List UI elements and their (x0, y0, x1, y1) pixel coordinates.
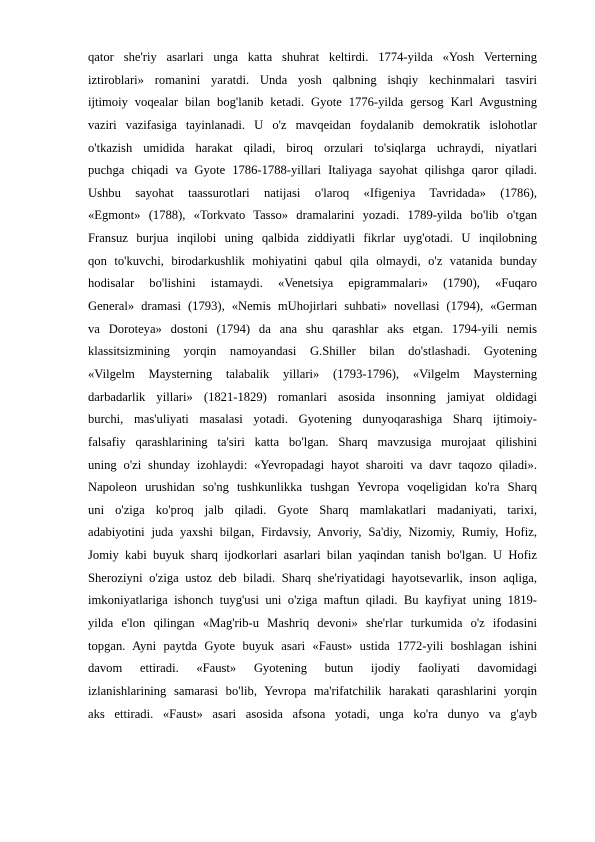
text-line: General» dramasi (1793), «Nemis mUhojirlari suhbati» novellasi (1794), «German (88, 299, 537, 314)
text-line: ijtimoiy voqealar bilan bog'lanib ketadi. Gyote 1776-yilda gersog Karl Avgustning (88, 95, 537, 110)
text-line: izlanishlarining samarasi bo'lib, Yevropa ma'rifatchilik harakati qarashlarini yorqin (88, 683, 537, 698)
text-line: vaziri vazifasiga tayinlanadi. U o'z mavqeidan foydalanib demokratik islohotlar (88, 117, 537, 132)
text-line: qator she'riy asarlari unga katta shuhrat keltirdi. 1774-yilda «Yosh Verterning (88, 50, 537, 64)
text-line: Jomiy kabi buyuk sharq ijodkorlari asarlari bilan yaqindan tanish bo'lgan. U Hofiz (88, 548, 537, 563)
text-line: Napoleon urushidan so'ng tushkunlikka tushgan Yevropa voqeligidan ko'ra Sharq (88, 480, 537, 495)
text-line: Sheroziyni o'ziga ustoz deb biladi. Sharq she'riyatidagi hayotsevarlik, inson aqliga, (88, 570, 537, 585)
text-line: aks ettiradi. «Faust» asari asosida afsona yotadi, unga ko'ra dunyo va g'ayb (88, 706, 537, 721)
text-line: uni o'ziga ko'proq jalb qiladi. Gyote Sharq mamlakatlari madaniyati, tarixi, (88, 502, 537, 517)
text-line: qon to'kuvchi, birodarkushlik mohiyatini qabul qila olmaydi, o'z vatanida bunday (88, 253, 537, 268)
text-line: iztiroblari» romanini yaratdi. Unda yosh qalbning ishqiy kechinmalari tasviri (88, 72, 537, 87)
text-line: «Vilgelm Maysterning talabalik yillari» (1793-1796), «Vilgelm Maysterning (88, 366, 537, 381)
text-line: burchi, mas'uliyati masalasi yotadi. Gyotening dunyoqarashiga Sharq ijtimoiy- (88, 412, 537, 427)
text-line: yilda e'lon qilingan «Mag'rib-u Mashriq devoni» she'rlar turkumida o'z ifodasini (88, 616, 537, 631)
text-line: darbadarlik yillari» (1821-1829) romanlari asosida insonning jamiyat oldidagi (88, 389, 537, 404)
text-line: imkoniyatlariga ishonch tuyg'usi uni o'ziga maftun qiladi. Bu kayfiyat uning 1819- (88, 593, 537, 608)
body-text (88, 46, 537, 725)
text-line: Fransuz burjua inqilobi uning qalbida ziddiyatli fikrlar uyg'otadi. U inqilobning (88, 231, 537, 246)
text-line: va Doroteya» dostoni (1794) da ana shu qarashlar aks etgan. 1794-yili nemis (88, 321, 537, 336)
text-line: davom ettiradi. «Faust» Gyotening butun ijodiy faoliyati davomidagi (88, 661, 537, 676)
text-line: o'tkazish umidida harakat qiladi, biroq orzulari to'siqlarga uchraydi, niyatlari (88, 140, 537, 155)
text-line: puchga chiqadi va Gyote 1786-1788-yillari Italiyaga sayohat qilishga qaror qiladi. (88, 163, 537, 178)
text-line: adabiyotini juda yaxshi bilgan, Firdavsiy, Anvoriy, Sa'diy, Nizomiy, Rumiy, Hofiz, (88, 525, 537, 540)
text-line: Ushbu sayohat taassurotlari natijasi o'laroq «Ifigeniya Tavridada» (1786), (88, 185, 537, 200)
text-line: klassitsizmining yorqin namoyandasi G.Shiller bilan do'stlashadi. Gyotening (88, 344, 537, 359)
text-line: hodisalar bo'lishini istamaydi. «Venetsiya epigrammalari» (1790), «Fuqaro (88, 276, 537, 291)
text-line: falsafiy qarashlarining ta'siri katta bo'lgan. Sharq mavzusiga murojaat qilishini (88, 434, 537, 449)
text-line: «Egmont» (1788), «Torkvato Tasso» dramalarini yozadi. 1789-yilda bo'lib o'tgan (88, 208, 537, 223)
text-line: uning o'zi shunday izohlaydi: «Yevropadagi hayot sharoiti va davr taqozo qiladi». (88, 457, 537, 472)
text-line: topgan. Ayni paytda Gyote buyuk asari «Faust» ustida 1772-yili boshlagan ishini (88, 638, 537, 653)
